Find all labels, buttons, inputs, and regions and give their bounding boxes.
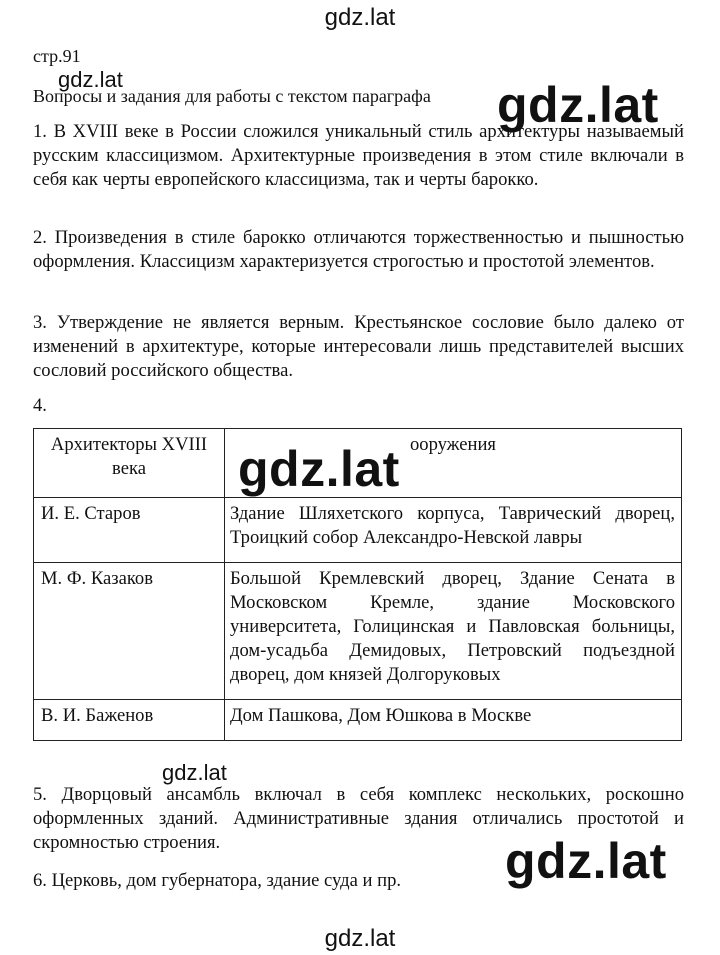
answer-2: 2. Произведения в стиле барокко отличаются торжественностью и пышностью оформления. Классицизм характеризуется строгостью и простотой элементов. (33, 227, 684, 272)
watermark-small-mid: gdz.lat (162, 760, 227, 785)
table-cell-works: Дом Пашкова, Дом Юшкова в Москве (225, 700, 682, 741)
watermark-small-header: gdz.lat (58, 67, 123, 92)
answer-4-label: 4. (33, 395, 47, 416)
page-reference: стр.91 (33, 46, 81, 66)
table-header-works: ооружения (225, 429, 682, 498)
section-heading: Вопросы и задания для работы с текстом параграфа (33, 86, 431, 106)
answer-5: 5. Дворцовый ансамбль включал в себя комплекс нескольких, роскошно оформленных зданий. Административные здания отличались простотой и скромностью строения. (33, 784, 684, 853)
table-row (34, 563, 682, 700)
table-header-architects: Архитекторы XVIII века (34, 429, 225, 498)
watermark-big-table: gdz.lat (238, 441, 400, 497)
watermark-bottom: gdz.lat (324, 925, 396, 952)
watermark-big-bottom: gdz.lat (505, 833, 667, 889)
table-cell-architect: В. И. Баженов (34, 700, 225, 741)
table-row (34, 700, 682, 741)
answer-3: 3. Утверждение не является верным. Крестьянское сословие было далеко от изменений в архитектуре, которые интересовали лишь представителей высших сословий российского общества. (33, 312, 684, 381)
table-row (34, 498, 682, 563)
watermark-top: gdz.lat (324, 4, 396, 31)
table-cell-works: Здание Шляхетского корпуса, Таврический дворец, Троицкий собор Александро-Невской лавры (225, 498, 682, 563)
table-cell-works: Большой Кремлевский дворец, Здание Сената в Московском Кремле, здание Московского университета, Голицинская и Павловская больницы, дом-усадьба Демидовых, Петровский подъездной дворец, дом князей Долгоруковых (225, 563, 682, 700)
table-cell-architect: М. Ф. Казаков (34, 563, 225, 700)
answer-6: 6. Церковь, дом губернатора, здание суда и пр. (33, 870, 402, 891)
answer-1: 1. В XVIII веке в России сложился уникальный стиль архитектуры называемый русским классицизмом. Архитектурные произведения в этом стиле включали в себя как черты европейского классицизма, так и черты барокко. (33, 121, 684, 190)
watermark-big-header: gdz.lat (497, 77, 659, 133)
table-cell-architect: И. Е. Старов (34, 498, 225, 563)
